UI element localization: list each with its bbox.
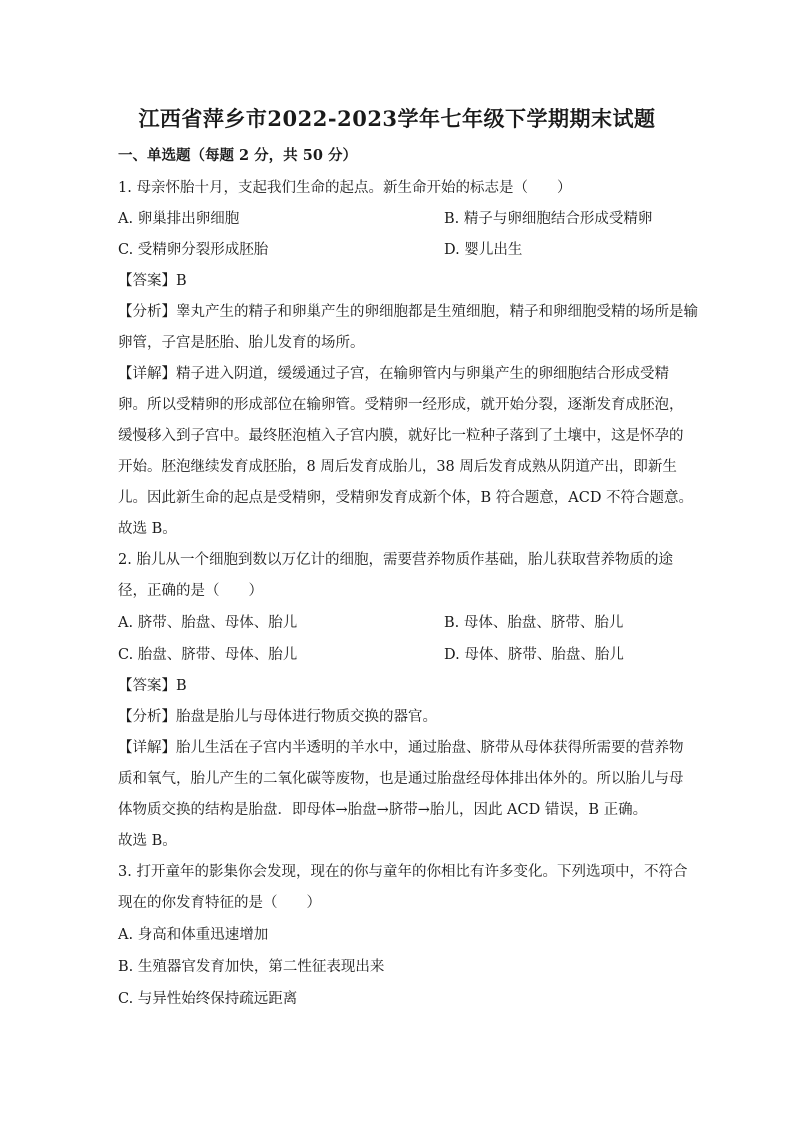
- q2-option-a: A. 脐带、胎盘、母体、胎儿: [118, 615, 298, 631]
- q2-detail-line-2: 质和氧气，胎儿产生的二氧化碳等废物，也是通过胎盘经母体排出体外的。所以胎儿与母: [118, 771, 684, 787]
- document-title: 江西省萍乡市2022-2023学年七年级下学期期末试题: [138, 106, 656, 131]
- q2-analysis: 【分析】胎盘是胎儿与母体进行物质交换的器官。: [118, 709, 437, 725]
- q1-option-c: C. 受精卵分裂形成胚胎: [118, 242, 269, 258]
- question-3-stem-line-2: 现在的你发育特征的是（ ）: [118, 895, 321, 911]
- q1-detail-line-5: 儿。因此新生命的起点是受精卵，受精卵发育成新个体，B 符合题意，ACD 不符合题意。: [118, 490, 694, 506]
- q2-option-b: B. 母体、胎盘、脐带、胎儿: [444, 615, 624, 631]
- q3-option-a: A. 身高和体重迅速增加: [118, 927, 269, 943]
- section-heading: 一、单选题（每题 2 分，共 50 分）: [118, 147, 357, 164]
- q2-option-d: D. 母体、脐带、胎盘、胎儿: [444, 647, 624, 663]
- q2-detail-line-3: 体物质交换的结构是胎盘．即母体→胎盘→脐带→胎儿，因此 ACD 错误，B 正确。: [118, 802, 648, 818]
- q2-choice: 故选 B。: [118, 833, 177, 849]
- q1-answer: 【答案】B: [118, 273, 187, 289]
- q3-option-c: C. 与异性始终保持疏远距离: [118, 991, 298, 1007]
- q1-detail-line-1: 【详解】精子进入阴道，缓缓通过子宫，在输卵管内与卵巢产生的卵细胞结合形成受精: [118, 366, 669, 382]
- q2-detail-line-1: 【详解】胎儿生活在子宫内半透明的羊水中，通过胎盘、脐带从母体获得所需要的营养物: [118, 740, 684, 756]
- question-2-stem-line-2: 径，正确的是（ ）: [118, 583, 263, 599]
- q1-choice: 故选 B。: [118, 521, 177, 537]
- q2-answer: 【答案】B: [118, 678, 187, 694]
- q1-detail-line-2: 卵。所以受精卵的形成部位在输卵管。受精卵一经形成，就开始分裂，逐渐发育成胚泡，: [118, 397, 684, 413]
- question-3-stem-line-1: 3. 打开童年的影集你会发现，现在的你与童年的你相比有许多变化。下列选项中，不符合: [118, 864, 688, 880]
- question-1-stem: 1. 母亲怀胎十月，支起我们生命的起点。新生命开始的标志是（ ）: [118, 180, 572, 196]
- q1-analysis-line-1: 【分析】睾丸产生的精子和卵巢产生的卵细胞都是生殖细胞，精子和卵细胞受精的场所是输: [118, 304, 698, 320]
- q3-option-b: B. 生殖器官发育加快，第二性征表现出来: [118, 959, 385, 975]
- q1-option-a: A. 卵巢排出卵细胞: [118, 211, 240, 227]
- q2-option-c: C. 胎盘、脐带、母体、胎儿: [118, 647, 298, 663]
- q1-detail-line-4: 开始。胚泡继续发育成胚胎，8 周后发育成胎儿，38 周后发育成熟从阴道产出，即新生: [118, 459, 677, 475]
- q1-option-b: B. 精子与卵细胞结合形成受精卵: [444, 211, 653, 227]
- q1-analysis-line-2: 卵管，子宫是胚胎、胎儿发育的场所。: [118, 335, 365, 351]
- q1-option-d: D. 婴儿出生: [444, 242, 523, 258]
- question-2-stem-line-1: 2. 胎儿从一个细胞到数以万亿计的细胞，需要营养物质作基础，胎儿获取营养物质的途: [118, 552, 673, 568]
- q1-detail-line-3: 缓慢移入到子宫中。最终胚泡植入子宫内膜，就好比一粒种子落到了土壤中，这是怀孕的: [118, 428, 684, 444]
